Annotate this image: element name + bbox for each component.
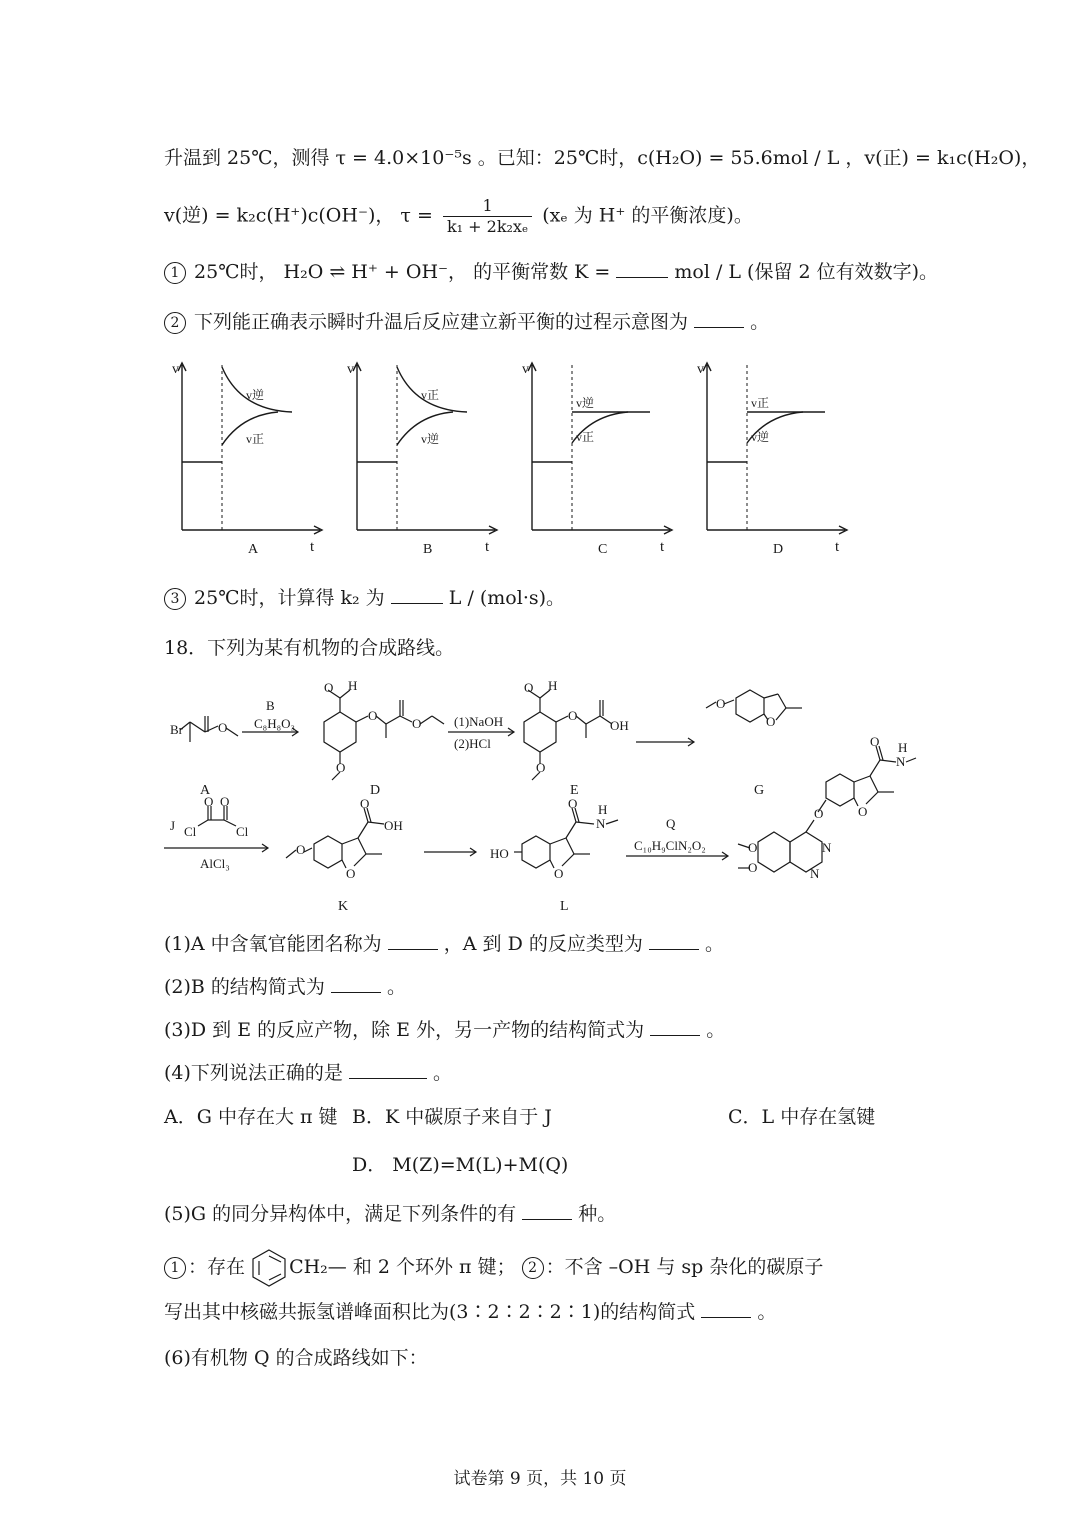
rate-reverse: v(逆) = k₂c(H⁺)c(OH⁻)， τ = xyxy=(164,204,433,227)
part-1-text: (1)A 中含氧官能团名称为 xyxy=(164,933,382,955)
subquestion-2 xyxy=(164,308,769,336)
atom-label-o: O xyxy=(858,804,868,819)
atom-label-h: H xyxy=(898,740,908,755)
condition-2-text: ：不含 –OH 与 sp 杂化的碳原子 xyxy=(545,1256,824,1278)
reagent-B: B xyxy=(266,698,275,713)
atom-label-oh: OH xyxy=(384,818,403,833)
tau-fraction xyxy=(443,196,532,237)
part-4-text: (4)下列说法正确的是 xyxy=(164,1062,343,1084)
atom-label-o: O xyxy=(870,734,880,749)
circle-number-1: 1 xyxy=(164,262,186,284)
answer-blank xyxy=(649,931,699,950)
subquestion-1 xyxy=(164,258,938,286)
part-2-text: (2)B 的结构简式为 xyxy=(164,976,325,998)
atom-label-cl: Cl xyxy=(184,824,197,839)
axis-label-v: v xyxy=(697,362,704,377)
part-5-end: 种。 xyxy=(578,1203,617,1225)
atom-label-o: O xyxy=(748,860,758,875)
graph-label: A xyxy=(248,542,259,557)
subq3-unit: L / (mol·s)。 xyxy=(448,587,566,609)
atom-label-o: O xyxy=(218,720,228,735)
part-1-end: 。 xyxy=(704,933,724,955)
circle-number-1: 1 xyxy=(164,1257,186,1279)
lower-curve-label: v正 xyxy=(246,432,265,446)
intro-line-2 xyxy=(164,196,753,237)
graph-D xyxy=(697,362,847,557)
option-A: A．G 中存在大 π 键 xyxy=(164,1106,338,1128)
answer-blank xyxy=(349,1060,427,1079)
reagent-alcl3: AlCl₃ xyxy=(200,856,230,871)
subq3-text: 25℃时，计算得 k₂ 为 xyxy=(194,587,385,609)
part-2 xyxy=(164,973,406,1001)
answer-blank xyxy=(694,309,744,328)
atom-label-o: O xyxy=(568,708,578,723)
circle-number-2: 2 xyxy=(164,312,186,334)
compound-label-E: E xyxy=(570,783,579,798)
upper-curve-label: v逆 xyxy=(246,388,265,402)
atom-label-o: O xyxy=(814,806,824,821)
atom-label-o: O xyxy=(360,796,370,811)
atom-label-o: O xyxy=(766,714,776,729)
lower-curve-label: v正 xyxy=(576,430,595,444)
atom-label-o: O xyxy=(220,794,230,809)
reagent-B-formula: C₈H₈O₃ xyxy=(254,716,296,731)
upper-curve-label: v正 xyxy=(421,388,440,402)
atom-label-o: O xyxy=(554,866,564,881)
answer-blank xyxy=(522,1201,572,1220)
answer-blank xyxy=(391,585,443,604)
subq1-text: 25℃时， H₂O ⇌ H⁺ + OH⁻， 的平衡常数 K = xyxy=(194,261,611,283)
atom-label-o: O xyxy=(324,680,334,695)
option-B: B．K 中碳原子来自于 J xyxy=(352,1106,552,1128)
axis-label-t: t xyxy=(835,539,840,555)
graph-label: C xyxy=(598,542,608,557)
axis-label-v: v xyxy=(172,362,179,377)
part-6: (6)有机物 Q 的合成路线如下： xyxy=(164,1347,428,1369)
atom-label-o: O xyxy=(568,796,578,811)
atom-label-o: O xyxy=(536,760,546,775)
atom-label-o: O xyxy=(368,708,378,723)
circle-number-3: 3 xyxy=(164,588,186,610)
atom-label-n: N xyxy=(810,866,820,881)
compound-label-G: G xyxy=(754,783,765,798)
intro-line-1: 升温到 25℃，测得 τ = 4.0×10⁻⁵s 。已知：25℃时，c(H₂O) = 55.6mol / L ，v(正) = k₁c(H₂O)， xyxy=(164,147,1041,169)
part-4-end: 。 xyxy=(433,1062,453,1084)
atom-label-h: H xyxy=(598,802,608,817)
compound-A-structure xyxy=(180,716,238,742)
atom-label-o: O xyxy=(346,866,356,881)
answer-blank xyxy=(388,931,438,950)
atom-label-oh: OH xyxy=(610,718,629,733)
tau-note: (xₑ 为 H⁺ 的平衡浓度)。 xyxy=(542,204,753,227)
part-5-conditions xyxy=(164,1248,823,1288)
part-4 xyxy=(164,1059,452,1087)
question-18-title: 18．下列为某有机物的合成路线。 xyxy=(164,637,455,659)
part-3 xyxy=(164,1016,725,1044)
subq2-end: 。 xyxy=(750,311,770,333)
graph-label: B xyxy=(423,542,433,557)
answer-blank xyxy=(650,1017,700,1036)
compound-K-structure xyxy=(286,808,384,868)
atom-label-o: O xyxy=(748,840,758,855)
part-3-text: (3)D 到 E 的反应产物，除 E 外，另一产物的结构简式为 xyxy=(164,1019,645,1041)
subq2-text: 下列能正确表示瞬时升温后反应建立新平衡的过程示意图为 xyxy=(194,311,689,333)
atom-label-o: O xyxy=(524,680,534,695)
axis-label-v: v xyxy=(347,362,354,377)
compound-label-D: D xyxy=(370,783,381,798)
tau-denominator: k₁ + 2k₂xₑ xyxy=(446,217,529,236)
option-C: C．L 中存在氢键 xyxy=(728,1106,876,1128)
atom-label-h: H xyxy=(548,678,558,693)
atom-label-o: O xyxy=(716,696,726,711)
part-2-end: 。 xyxy=(387,976,407,998)
part-3-end: 。 xyxy=(706,1019,726,1041)
atom-label-o: O xyxy=(336,760,346,775)
part-1 xyxy=(164,930,724,958)
subquestion-3 xyxy=(164,584,565,612)
lower-curve-label: v逆 xyxy=(751,430,770,444)
reagent-J: J xyxy=(170,818,176,833)
upper-curve-label: v正 xyxy=(751,396,770,410)
part-5-text: (5)G 的同分异构体中，满足下列条件的有 xyxy=(164,1203,517,1225)
axis-label-t: t xyxy=(485,539,490,555)
rate-graphs xyxy=(160,355,860,565)
part-5 xyxy=(164,1200,616,1228)
atom-label-o: O xyxy=(204,794,214,809)
graph-B xyxy=(347,362,497,557)
atom-label-cl: Cl xyxy=(236,824,249,839)
atom-label-n: N xyxy=(596,816,606,831)
reagent-hcl: (2)HCl xyxy=(454,736,491,751)
compound-label-A: A xyxy=(200,783,211,798)
part-1-text-b: ，A 到 D 的反应类型为 xyxy=(443,933,643,955)
condition-1-text: ：存在 xyxy=(188,1256,246,1278)
synthesis-scheme xyxy=(150,672,930,922)
ch2-group: CH₂— xyxy=(289,1256,347,1278)
atom-label-ho: HO xyxy=(490,846,509,861)
condition-1-text-b: 和 2 个环外 π 键； xyxy=(352,1256,516,1278)
nmr-end: 。 xyxy=(757,1301,777,1323)
axis-label-v: v xyxy=(522,362,529,377)
circle-number-2: 2 xyxy=(522,1257,544,1279)
axis-label-t: t xyxy=(310,539,315,555)
reagent-Q: Q xyxy=(666,816,676,831)
atom-label-h: H xyxy=(348,678,358,693)
subq1-unit: mol / L (保留 2 位有效数字)。 xyxy=(674,261,939,283)
tau-numerator: 1 xyxy=(443,196,532,217)
atom-label-br: Br xyxy=(170,722,183,737)
atom-label-n: N xyxy=(822,840,832,855)
atom-label-n: N xyxy=(896,754,906,769)
nmr-question xyxy=(164,1298,776,1326)
compound-label-L: L xyxy=(560,899,569,914)
compound-label-K: K xyxy=(338,899,349,914)
answer-blank xyxy=(616,259,668,278)
graph-C xyxy=(522,362,672,557)
atom-label-o: O xyxy=(412,716,422,731)
graph-A xyxy=(172,362,322,557)
reagent-naoh: (1)NaOH xyxy=(454,714,504,729)
option-D: D． M(Z)=M(L)+M(Q) xyxy=(352,1154,569,1176)
reagent-Q-formula: C₁₀H₉ClN₂O₂ xyxy=(634,838,706,853)
nmr-text: 写出其中核磁共振氢谱峰面积比为(3∶2∶2∶2∶1)的结构简式 xyxy=(164,1301,696,1323)
axis-label-t: t xyxy=(660,539,665,555)
graph-label: D xyxy=(773,542,784,557)
page-footer: 试卷第 9 页，共 10 页 xyxy=(453,1469,627,1489)
answer-blank xyxy=(331,974,381,993)
answer-blank xyxy=(701,1299,751,1318)
lower-curve-label: v逆 xyxy=(421,432,440,446)
upper-curve-label: v逆 xyxy=(576,396,595,410)
atom-label-o: O xyxy=(296,842,306,857)
